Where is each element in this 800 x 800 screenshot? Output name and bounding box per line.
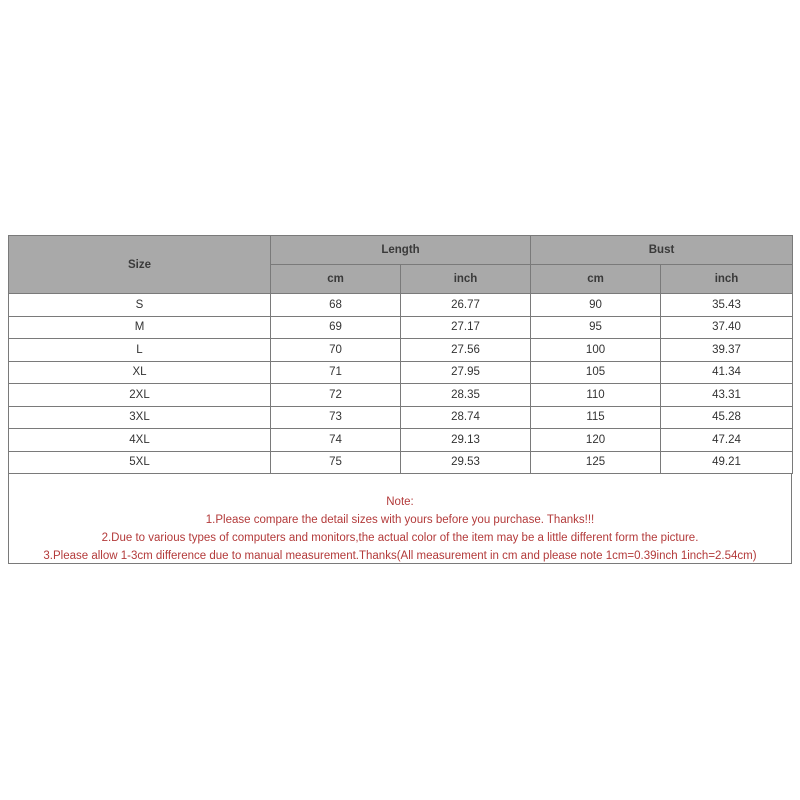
cell-bust-inch: 49.21: [661, 451, 793, 474]
table-row: [9, 451, 793, 474]
cell-length-cm: 74: [271, 429, 401, 452]
cell-length-inch: 28.74: [401, 406, 531, 429]
cell-bust-cm: 105: [531, 361, 661, 384]
cell-bust-cm: 115: [531, 406, 661, 429]
cell-bust-cm: 100: [531, 339, 661, 362]
header-bust: Bust: [531, 236, 793, 265]
cell-length-inch: 29.53: [401, 451, 531, 474]
cell-bust-cm: 120: [531, 429, 661, 452]
cell-length-cm: 72: [271, 384, 401, 407]
table-row: [9, 339, 793, 362]
size-table: [8, 235, 793, 474]
table-row: [9, 384, 793, 407]
cell-length-inch: 26.77: [401, 294, 531, 317]
cell-bust-cm: 90: [531, 294, 661, 317]
size-chart: [8, 235, 792, 564]
header-length: Length: [271, 236, 531, 265]
cell-length-cm: 68: [271, 294, 401, 317]
cell-length-cm: 70: [271, 339, 401, 362]
note-line-3: 3.Please allow 1-3cm difference due to manual measurement.Thanks(All measurement in cm and please note 1cm=0.39inch 1inch=2.54cm): [43, 550, 757, 562]
header-row-groups: [9, 236, 793, 265]
cell-length-inch: 27.17: [401, 316, 531, 339]
header-bust-inch: inch: [661, 265, 793, 294]
cell-bust-inch: 41.34: [661, 361, 793, 384]
cell-bust-inch: 45.28: [661, 406, 793, 429]
cell-size: 5XL: [9, 451, 271, 474]
header-bust-cm: cm: [531, 265, 661, 294]
cell-bust-inch: 35.43: [661, 294, 793, 317]
cell-length-cm: 71: [271, 361, 401, 384]
cell-length-cm: 69: [271, 316, 401, 339]
table-row: [9, 361, 793, 384]
header-size: Size: [9, 236, 271, 294]
notes-box: [8, 474, 792, 564]
cell-size: 2XL: [9, 384, 271, 407]
note-line-2: 2.Due to various types of computers and monitors,the actual color of the item may be a little different form the picture.: [101, 532, 699, 544]
cell-length-inch: 29.13: [401, 429, 531, 452]
cell-length-cm: 73: [271, 406, 401, 429]
table-row: [9, 429, 793, 452]
cell-bust-inch: 47.24: [661, 429, 793, 452]
cell-size: 3XL: [9, 406, 271, 429]
note-line-1: 1.Please compare the detail sizes with yours before you purchase. Thanks!!!: [205, 514, 595, 526]
cell-length-inch: 28.35: [401, 384, 531, 407]
header-length-inch: inch: [401, 265, 531, 294]
cell-size: S: [9, 294, 271, 317]
cell-length-inch: 27.56: [401, 339, 531, 362]
cell-bust-cm: 110: [531, 384, 661, 407]
cell-length-inch: 27.95: [401, 361, 531, 384]
cell-bust-cm: 125: [531, 451, 661, 474]
notes-text: [9, 493, 791, 565]
cell-size: 4XL: [9, 429, 271, 452]
table-row: [9, 316, 793, 339]
notes-title: Note:: [386, 496, 414, 508]
cell-bust-inch: 37.40: [661, 316, 793, 339]
cell-bust-inch: 43.31: [661, 384, 793, 407]
cell-bust-cm: 95: [531, 316, 661, 339]
table-row: [9, 294, 793, 317]
table-row: [9, 406, 793, 429]
cell-size: M: [9, 316, 271, 339]
cell-bust-inch: 39.37: [661, 339, 793, 362]
cell-length-cm: 75: [271, 451, 401, 474]
header-length-cm: cm: [271, 265, 401, 294]
cell-size: XL: [9, 361, 271, 384]
cell-size: L: [9, 339, 271, 362]
